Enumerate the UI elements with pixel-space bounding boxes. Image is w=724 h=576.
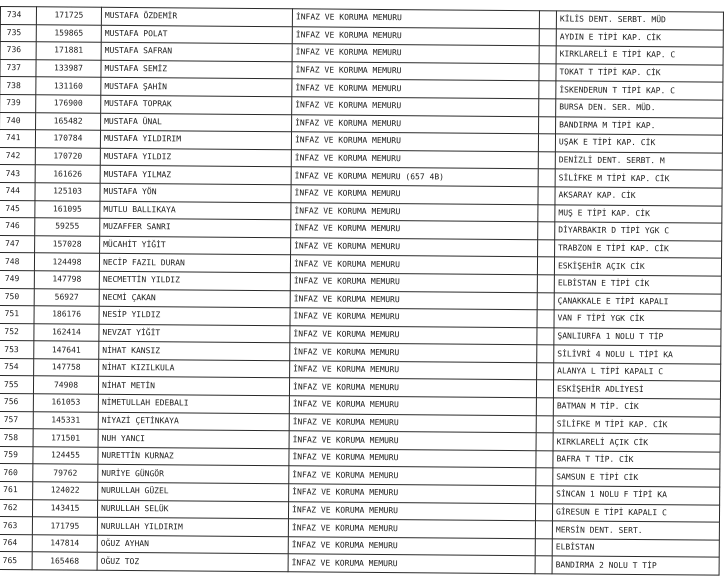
job-title: İNFAZ VE KORUMA MEMURU — [290, 343, 537, 363]
person-name: MUSTAFA TOPRAK — [101, 95, 292, 114]
job-title: İNFAZ VE KORUMA MEMURU — [289, 484, 536, 504]
job-title: İNFAZ VE KORUMA MEMURU — [290, 273, 537, 293]
assigned-institution: SİLİFKE M TİPİ KAP. CİK — [553, 416, 720, 435]
registry-number: 143415 — [32, 499, 97, 517]
row-number: 747 — [0, 235, 35, 253]
assigned-institution: BANDIRMA M TİPİ KAP. — [556, 116, 723, 135]
assigned-institution: ŞANLIURFA 1 NOLU T TİP — [554, 328, 721, 347]
row-number: 738 — [0, 77, 36, 95]
person-name: NURİYE GÜNGÖR — [98, 465, 289, 484]
assigned-institution: MUŞ E TİPİ KAP. CİK — [555, 204, 722, 223]
job-title: İNFAZ VE KORUMA MEMURU — [290, 255, 537, 275]
column-gap — [538, 187, 555, 205]
person-name: NİMETULLAH EDEBALI — [98, 394, 289, 413]
person-name: MUZAFFER SANRI — [100, 218, 291, 237]
person-name: NESİP YILDIZ — [99, 306, 290, 325]
column-gap — [536, 468, 553, 486]
row-number: 741 — [0, 130, 36, 148]
column-gap — [539, 81, 556, 99]
job-title: İNFAZ VE KORUMA MEMURU — [288, 501, 535, 521]
person-name: NURETTİN KURNAZ — [98, 447, 289, 466]
personnel-list-sheet — [0, 6, 676, 575]
job-title: İNFAZ VE KORUMA MEMURU — [291, 220, 538, 240]
person-name: MUSTAFA SEMİZ — [101, 60, 292, 79]
job-title: İNFAZ VE KORUMA MEMURU — [292, 26, 539, 46]
assigned-institution: AKSARAY KAP. CİK — [555, 187, 722, 206]
person-name: NİHAT KIZILKULA — [99, 359, 290, 378]
column-gap — [535, 539, 552, 557]
column-gap — [537, 363, 554, 381]
job-title: İNFAZ VE KORUMA MEMURU — [292, 114, 539, 134]
registry-number: 165482 — [36, 112, 101, 130]
registry-number: 125103 — [35, 183, 100, 201]
row-number: 748 — [0, 253, 35, 271]
job-title: İNFAZ VE KORUMA MEMURU — [290, 361, 537, 381]
job-title: İNFAZ VE KORUMA MEMURU — [288, 519, 535, 539]
person-name: MUSTAFA ÖZDEMİR — [101, 7, 292, 26]
column-gap — [538, 239, 555, 257]
registry-number: 157028 — [35, 235, 100, 253]
column-gap — [538, 151, 555, 169]
row-number: 759 — [0, 446, 33, 464]
job-title: İNFAZ VE KORUMA MEMURU — [292, 79, 539, 99]
assigned-institution: GİRESUN E TİPİ KAPALI C — [552, 503, 719, 522]
job-title: İNFAZ VE KORUMA MEMURU — [290, 308, 537, 328]
row-number: 751 — [0, 306, 34, 324]
row-number: 764 — [0, 534, 32, 552]
person-name: NİHAT KANSIZ — [99, 342, 290, 361]
assigned-institution: UŞAK E TİPİ KAP. CİK — [555, 134, 722, 153]
person-name: MUSTAFA SAFRAN — [101, 42, 292, 61]
person-name: OĞUZ TOZ — [97, 553, 288, 572]
row-number: 749 — [0, 270, 34, 288]
assigned-institution: SİLİVRİ 4 NOLU L TİPİ KA — [554, 345, 721, 364]
row-number: 760 — [0, 464, 33, 482]
assigned-institution: BAFRA T TİP. CİK — [553, 451, 720, 470]
person-name: NİHAT METİN — [98, 377, 289, 396]
person-name: NECMİ ÇAKAN — [99, 289, 290, 308]
person-name: MUSTAFA ŞAHİN — [101, 78, 292, 97]
registry-number: 124498 — [34, 253, 99, 271]
registry-number: 162414 — [34, 323, 99, 341]
person-name: NURULLAH GÜZEL — [98, 482, 289, 501]
person-name: MUSTAFA POLAT — [101, 25, 292, 44]
registry-number: 147798 — [34, 271, 99, 289]
person-name: MUSTAFA YÖN — [100, 183, 291, 202]
row-number: 754 — [0, 358, 34, 376]
job-title: İNFAZ VE KORUMA MEMURU — [292, 44, 539, 64]
job-title: İNFAZ VE KORUMA MEMURU (657 4B) — [291, 167, 538, 187]
assigned-institution: DİYARBAKIR D TİPİ YGK C — [555, 222, 722, 241]
row-number: 757 — [0, 411, 33, 429]
row-number: 736 — [0, 42, 36, 60]
job-title: İNFAZ VE KORUMA MEMURU — [292, 97, 539, 117]
column-gap — [537, 327, 554, 345]
registry-number: 147814 — [32, 535, 97, 553]
person-name: NECMETTİN YILDIZ — [99, 271, 290, 290]
job-title: İNFAZ VE KORUMA MEMURU — [289, 431, 536, 451]
row-number: 752 — [0, 323, 34, 341]
registry-number: 74908 — [33, 376, 98, 394]
job-title: İNFAZ VE KORUMA MEMURU — [291, 185, 538, 205]
assigned-institution: İSKENDERUN T TİPİ KAP. C — [556, 81, 723, 100]
personnel-table — [0, 6, 724, 576]
column-gap — [537, 257, 554, 275]
assigned-institution: SİLİFKE M TİPİ KAP. CİK — [555, 169, 722, 188]
row-number: 743 — [0, 165, 35, 183]
person-name: MUSTAFA ÜNAL — [101, 113, 292, 132]
row-number: 742 — [0, 147, 35, 165]
registry-number: 170720 — [35, 148, 100, 166]
person-name: NUH YANCI — [98, 430, 289, 449]
row-number: 758 — [0, 429, 33, 447]
registry-number: 131160 — [36, 77, 101, 95]
registry-number: 159865 — [36, 24, 101, 42]
person-name: NURULLAH YILDIRIM — [97, 518, 288, 537]
assigned-institution: KIRKLARELİ AÇIK CİK — [553, 433, 720, 452]
row-number: 756 — [0, 394, 33, 412]
assigned-institution: SİNCAN 1 NOLU F TİPİ KA — [553, 486, 720, 505]
row-number: 763 — [0, 517, 32, 535]
registry-number: 56927 — [34, 288, 99, 306]
assigned-institution: SAMSUN E TİPİ CİK — [553, 468, 720, 487]
registry-number: 161626 — [35, 165, 100, 183]
row-number: 755 — [0, 376, 34, 394]
assigned-institution: VAN F TİPİ YGK CİK — [554, 310, 721, 329]
job-title: İNFAZ VE KORUMA MEMURU — [291, 202, 538, 222]
row-number: 765 — [0, 552, 32, 570]
registry-number: 147758 — [34, 359, 99, 377]
column-gap — [539, 99, 556, 117]
row-number: 762 — [0, 499, 33, 517]
job-title: İNFAZ VE KORUMA MEMURU — [292, 62, 539, 82]
column-gap — [539, 11, 556, 29]
column-gap — [538, 134, 555, 152]
person-name: MUSTAFA YILMAZ — [100, 166, 291, 185]
person-name: MÜCAHİT YİĞİT — [100, 236, 291, 255]
row-number: 745 — [0, 200, 35, 218]
assigned-institution: TRABZON E TİPİ KAP. CİK — [555, 240, 722, 259]
job-title: İNFAZ VE KORUMA MEMURU — [288, 537, 535, 557]
row-number: 744 — [0, 182, 35, 200]
registry-number: 124455 — [33, 447, 98, 465]
column-gap — [536, 380, 553, 398]
person-name: NİYAZİ ÇETİNKAYA — [98, 412, 289, 431]
registry-number: 59255 — [35, 218, 100, 236]
person-name: NURULLAH SELÜK — [97, 500, 288, 519]
column-gap — [537, 292, 554, 310]
assigned-institution: ELBİSTAN — [552, 539, 719, 558]
assigned-institution: KİLİS DENT. SERBT. MÜD — [556, 11, 723, 30]
assigned-institution: ESKİŞEHİR ADLİYESİ — [553, 380, 720, 399]
column-gap — [535, 521, 552, 539]
person-name: MUSTAFA YILDIZ — [100, 148, 291, 167]
job-title: İNFAZ VE KORUMA MEMURU — [291, 238, 538, 258]
person-name: MUTLU BALLIKAYA — [100, 201, 291, 220]
assigned-institution: ELBİSTAN E TİPİ CİK — [554, 275, 721, 294]
column-gap — [538, 204, 555, 222]
column-gap — [539, 46, 556, 64]
job-title: İNFAZ VE KORUMA MEMURU — [291, 150, 538, 170]
assigned-institution: BANDIRMA 2 NOLU T TİP — [552, 556, 719, 575]
registry-number: 165468 — [32, 552, 97, 570]
row-number: 746 — [0, 218, 35, 236]
job-title: İNFAZ VE KORUMA MEMURU — [289, 396, 536, 416]
column-gap — [536, 415, 553, 433]
assigned-institution: BATMAN M TİP. CİK — [553, 398, 720, 417]
registry-number: 170784 — [35, 130, 100, 148]
row-number: 750 — [0, 288, 34, 306]
assigned-institution: DENİZLİ DENT. SERBT. M — [555, 152, 722, 171]
column-gap — [539, 116, 556, 134]
person-name: MUSTAFA YILDIRIM — [100, 130, 291, 149]
assigned-institution: ESKİŞEHİR AÇIK CİK — [554, 257, 721, 276]
column-gap — [536, 486, 553, 504]
assigned-institution: AYDIN E TİPİ KAP. CİK — [556, 28, 723, 47]
column-gap — [537, 310, 554, 328]
registry-number: 171501 — [33, 429, 98, 447]
job-title: İNFAZ VE KORUMA MEMURU — [289, 449, 536, 469]
job-title: İNFAZ VE KORUMA MEMURU — [289, 378, 536, 398]
column-gap — [538, 222, 555, 240]
registry-number: 171795 — [32, 517, 97, 535]
job-title: İNFAZ VE KORUMA MEMURU — [289, 466, 536, 486]
column-gap — [536, 433, 553, 451]
column-gap — [535, 503, 552, 521]
assigned-institution: BURSA DEN. SER. MÜD. — [556, 99, 723, 118]
registry-number: 176900 — [36, 95, 101, 113]
row-number: 734 — [0, 7, 36, 25]
person-name: OĞUZ AYHAN — [97, 535, 288, 554]
registry-number: 147641 — [34, 341, 99, 359]
assigned-institution: TOKAT T TİPİ KAP. CİK — [556, 64, 723, 83]
job-title: İNFAZ VE KORUMA MEMURU — [290, 325, 537, 345]
column-gap — [535, 556, 552, 574]
job-title: İNFAZ VE KORUMA MEMURU — [291, 132, 538, 152]
assigned-institution: ALANYA L TİPİ KAPALI C — [554, 363, 721, 382]
column-gap — [539, 64, 556, 82]
person-name: NECİP FAZIL DURAN — [99, 254, 290, 273]
column-gap — [539, 28, 556, 46]
row-number: 735 — [0, 24, 36, 42]
column-gap — [537, 275, 554, 293]
column-gap — [536, 398, 553, 416]
job-title: İNFAZ VE KORUMA MEMURU — [289, 413, 536, 433]
registry-number: 79762 — [33, 464, 98, 482]
assigned-institution: KIRKLARELİ E TİPİ KAP. C — [556, 46, 723, 65]
row-number: 739 — [0, 94, 36, 112]
assigned-institution: MERSİN DENT. SERT. — [552, 521, 719, 540]
row-number: 740 — [0, 112, 36, 130]
row-number: 761 — [0, 482, 33, 500]
assigned-institution: ÇANAKKALE E TİPİ KAPALI — [554, 292, 721, 311]
registry-number: 171881 — [36, 42, 101, 60]
registry-number: 124022 — [33, 482, 98, 500]
job-title: İNFAZ VE KORUMA MEMURU — [290, 290, 537, 310]
row-number: 737 — [0, 59, 36, 77]
column-gap — [537, 345, 554, 363]
registry-number: 133987 — [36, 60, 101, 78]
person-name: NEVZAT YİĞİT — [99, 324, 290, 343]
job-title: İNFAZ VE KORUMA MEMURU — [292, 9, 539, 29]
registry-number: 161053 — [33, 394, 98, 412]
registry-number: 186176 — [34, 306, 99, 324]
registry-number: 145331 — [33, 411, 98, 429]
job-title: İNFAZ VE KORUMA MEMURU — [288, 554, 535, 574]
registry-number: 171725 — [36, 7, 101, 25]
personnel-table-body — [0, 7, 723, 576]
column-gap — [536, 451, 553, 469]
row-number: 753 — [0, 341, 34, 359]
column-gap — [538, 169, 555, 187]
registry-number: 161095 — [35, 200, 100, 218]
